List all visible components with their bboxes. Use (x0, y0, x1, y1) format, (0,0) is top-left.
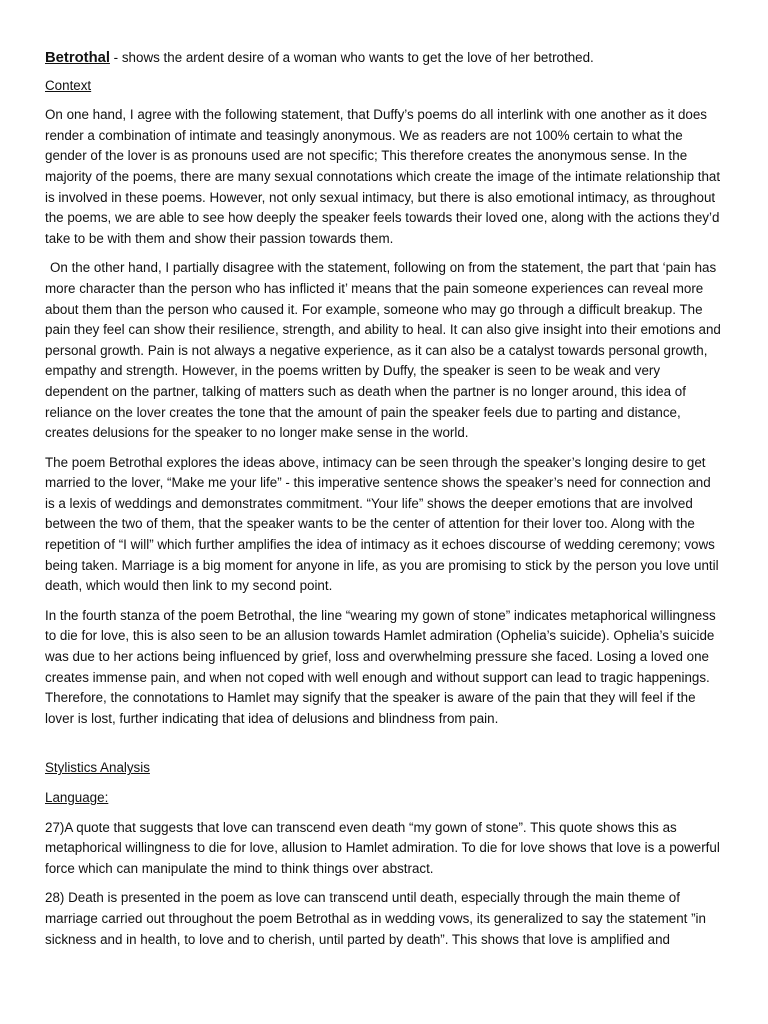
paragraph-fourth-stanza: In the fourth stanza of the poem Betrothal, the line “wearing my gown of stone” indicates metaphorical willingness to die for love, this is also seen to be an allusion towards Hamlet admiration (Ophelia’s suicide). Ophelia’s suicide was due to her actions being influenced by grief, loss and overwhelming pressure she faced. Losing a loved one creates immense pain, and when not coped with well enough and without support can lead to tragic happenings. Therefore, the connotations to Hamlet may signify that the speaker is aware of the pain that they will feel if the lover is lost, further indicating that idea of delusions and blindness from pain. (45, 607, 716, 726)
analysis-point-28: 28) Death is presented in the poem as love can transcend until death, especially through the main theme of marriage carried out throughout the poem Betrothal as in wedding vows, its generalized to say the statement ”in sickness and in health, to love and to cherish, until parted by death”. This shows that love is amplified and (45, 890, 706, 947)
paragraph-intimacy: On one hand, I agree with the following statement, that Duffy’s poems do all interlink with one another as it does render a combination of intimate and teasingly anonymous. We as readers are not 100% certain to what the gender of the lover is as pronouns used are not specific; This therefore creates the anonymous sense. In the majority of the poems, there are many sexual connotations which create the image of the intimate relationship that is involved in these poems. However, not only sexual intimacy, but there is also emotional intimacy, as throughout the poems, we are able to see how deeply the speaker feels towards their loved one, along with the actions they’d take to be with them and show their passion towards them. (45, 107, 721, 246)
title-word: Betrothal (45, 50, 110, 66)
context-heading: Context (45, 77, 92, 93)
paragraph-pain: On the other hand, I partially disagree with the statement, following on from the statement, the part that ‘pain has more character than the person who has inflicted it’ means that the pain someone experiences can reveal more about them than the person who caused it. For example, someone who may go through a difficult breakup. The pain they feel can show their resilience, strength, and ability to heal. It can also give insight into their emotions and personal growth. Pain is not always a negative experience, as it can also be a catalyst towards personal growth, empathy and strength. However, in the poems written by Duffy, the speaker is seen to be weak and very dependent on the partner, talking of matters such as death when the partner is no longer around, this idea of reliance on the lover creates the tone that the amount of pain the speaker feels due to parting and distance, creates delusions for the speaker to no longer make sense in the world. (45, 260, 721, 441)
section-spacer (45, 738, 723, 758)
document-page (45, 48, 723, 959)
analysis-point-27: 27)A quote that suggests that love can transcend even death “my gown of stone”. This quote shows this as metaphorical willingness to die for love, allusion to Hamlet admiration. To die for love shows that love is a powerful force which can manipulate the mind to think things over abstract. (45, 819, 720, 876)
document-title (45, 48, 723, 69)
language-heading: Language: (45, 790, 109, 805)
paragraph-betrothal: The poem Betrothal explores the ideas above, intimacy can be seen through the speaker’s longing desire to get married to the lover, “Make me your life” - this imperative sentence shows the speaker’s need for connection and is a lexis of weddings and demonstrates commitment. “Your life” shows the deeper emotions that are involved between the two of them, that the speaker wants to be the center of attention for their lover too. Along with the repetition of “I will” which further amplifies the idea of intimacy as it echoes discourse of wedding ceremony; vows being taken. Marriage is a big moment for anyone in life, as you are promising to stick by the person you love until death, which would then link to my second point. (45, 454, 719, 594)
title-description: - shows the ardent desire of a woman who wants to get the love of her betrothed. (109, 50, 594, 65)
stylistics-heading: Stylistics Analysis (45, 760, 150, 776)
